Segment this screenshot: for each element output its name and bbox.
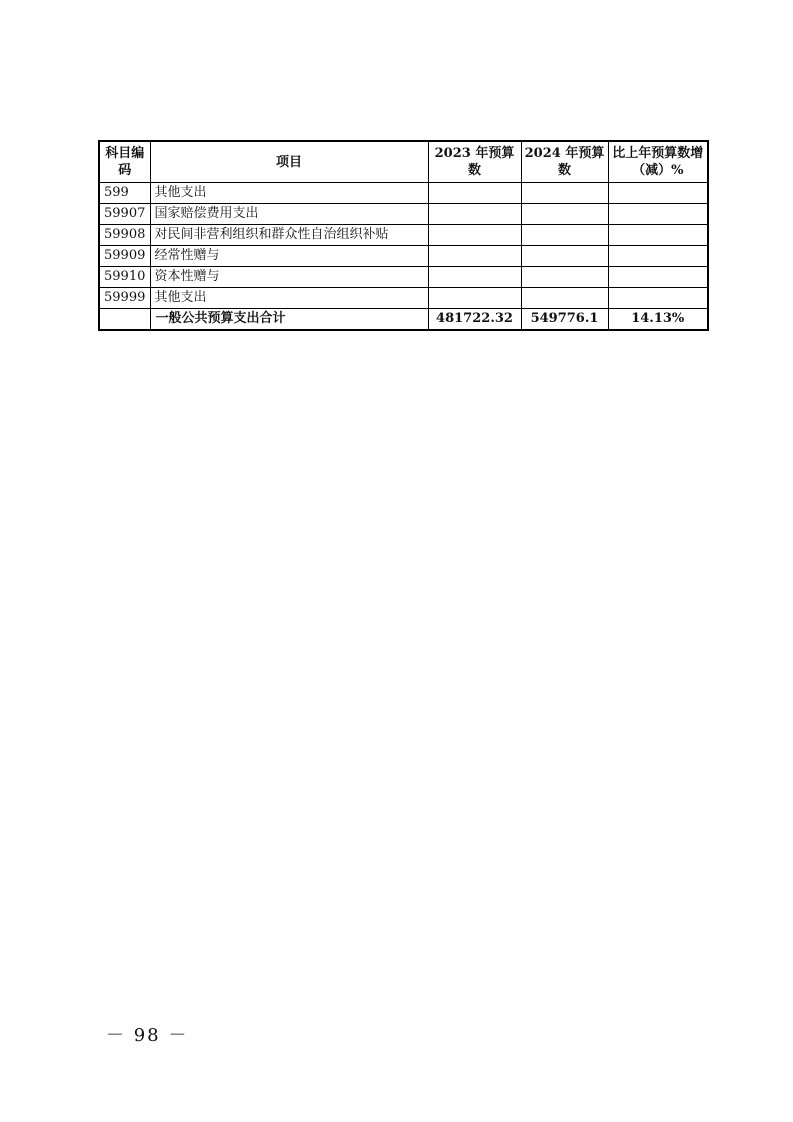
row-budget-2024 [521,288,608,309]
total-budget-2024: 549776.1 [521,309,608,331]
row-budget-2023 [428,267,521,288]
row-item: 其他支出 [150,183,428,204]
row-item: 国家赔偿费用支出 [150,204,428,225]
row-change-pct [608,267,708,288]
row-budget-2023 [428,204,521,225]
row-budget-2024 [521,225,608,246]
row-budget-2023 [428,225,521,246]
row-budget-2023 [428,246,521,267]
total-item: 一般公共预算支出合计 [150,309,428,331]
table-header-row [99,141,708,183]
page-number: － 98 － [106,1025,189,1046]
row-code: 59907 [99,204,150,225]
row-item: 对民间非营利组织和群众性自治组织补贴 [150,225,428,246]
row-code: 59908 [99,225,150,246]
row-code: 59909 [99,246,150,267]
row-budget-2023 [428,288,521,309]
row-budget-2024 [521,183,608,204]
table-total-row [99,309,708,331]
table-row [99,204,708,225]
row-code: 599 [99,183,150,204]
header-budget-2024: 2024 年预算数 [521,141,608,183]
table-row [99,225,708,246]
row-change-pct [608,246,708,267]
header-budget-2023: 2023 年预算数 [428,141,521,183]
row-change-pct [608,204,708,225]
row-item: 资本性赠与 [150,267,428,288]
table-row [99,267,708,288]
total-change-pct: 14.13% [608,309,708,331]
row-budget-2024 [521,204,608,225]
row-budget-2023 [428,183,521,204]
row-code: 59910 [99,267,150,288]
row-code: 59999 [99,288,150,309]
row-change-pct [608,288,708,309]
header-code: 科目编码 [99,141,150,183]
row-change-pct [608,225,708,246]
total-budget-2023: 481722.32 [428,309,521,331]
row-change-pct [608,183,708,204]
row-item: 其他支出 [150,288,428,309]
row-budget-2024 [521,267,608,288]
row-item: 经常性赠与 [150,246,428,267]
table-row [99,288,708,309]
header-change-pct: 比上年预算数增（减）% [608,141,708,183]
total-code [99,309,150,331]
row-budget-2024 [521,246,608,267]
budget-table [98,140,709,331]
header-item: 项目 [150,141,428,183]
table-row [99,183,708,204]
table-row [99,246,708,267]
